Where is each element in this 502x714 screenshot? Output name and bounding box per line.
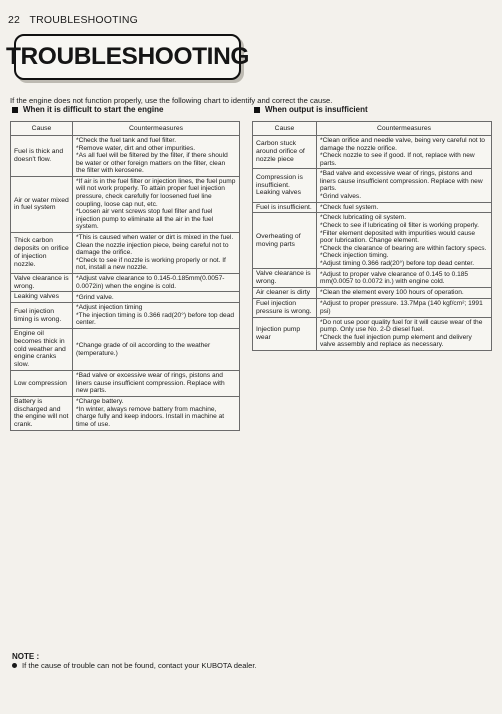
table-row <box>253 298 492 317</box>
table-row <box>11 371 240 397</box>
countermeasure-cell: *Adjust injection timing *The injection timing is 0.366 rad(20°) before top dead center. <box>73 303 240 329</box>
cause-cell: Battery is discharged and the engine will not crank. <box>11 396 73 430</box>
countermeasure-cell: *Bad valve and excessive wear of rings, pistons and liners cause insufficient compression. Replace with new parts. *Grind valves. <box>317 169 492 202</box>
table-row <box>253 288 492 299</box>
difficult-start-table <box>10 121 240 431</box>
table-row <box>11 292 240 303</box>
countermeasure-cell: *Change grade of oil according to the weather (temperature.) <box>73 329 240 371</box>
page-number-line <box>8 14 138 26</box>
insufficient-output-table <box>252 121 492 351</box>
table-row <box>253 213 492 269</box>
table-row <box>11 136 240 177</box>
table-row <box>253 202 492 213</box>
page-title: TROUBLESHOOTING <box>5 43 250 70</box>
cause-cell: Low compression <box>11 371 73 397</box>
countermeasure-cell: *Adjust to proper valve clearance of 0.145 to 0.185 mm(0.0057 to 0.0072 in.) with engine cold. <box>317 269 492 288</box>
bullet-icon <box>12 663 17 668</box>
square-bullet-icon <box>254 107 260 113</box>
countermeasure-cell: *Check lubricating oil system. *Check to see if lubricating oil filter is working properly. *Filter element deposited with impurities would cause poor lubrication. Change element. *Check the clearance of bearing are within factory specs. *Check injection timing. *Adjust timing 0.366 rad(20°) before top dead center. <box>317 213 492 269</box>
note-text: If the cause of trouble can not be found, contact your KUBOTA dealer. <box>22 661 257 670</box>
square-bullet-icon <box>12 107 18 113</box>
section-heading-text: When output is insufficient <box>265 105 368 114</box>
countermeasure-cell: *Check fuel system. <box>317 202 492 213</box>
countermeasure-cell: *Clean orifice and needle valve, being very careful not to damage the nozzle orifice. *Check nozzle to see if good. If not, replace with new parts. <box>317 136 492 169</box>
note <box>12 661 257 670</box>
countermeasure-cell: *Clean the element every 100 hours of operation. <box>317 288 492 299</box>
cause-cell: Valve clearance is wrong. <box>11 273 73 292</box>
cause-cell: Fuel is insufficient. <box>253 202 317 213</box>
table-row <box>11 396 240 430</box>
cause-cell: Leaking valves <box>11 292 73 303</box>
table-row <box>253 317 492 350</box>
table-row <box>11 176 240 232</box>
column-header-cause: Cause <box>253 122 317 136</box>
cause-cell: Overheating of moving parts <box>253 213 317 269</box>
table-row <box>11 273 240 292</box>
countermeasure-cell: *Charge battery. *In winter, always remove battery from machine, charge fully and keep indoors. Install in machine at time of use. <box>73 396 240 430</box>
countermeasure-cell: *Do not use poor quality fuel for it will cause wear of the pump. Only use No. 2-D diesel fuel. *Check the fuel injection pump element and delivery valve assembly and replace as necessary. <box>317 317 492 350</box>
table-row <box>11 232 240 273</box>
table-row <box>11 303 240 329</box>
cause-cell: Air cleaner is dirty <box>253 288 317 299</box>
page-number: 22 <box>8 14 21 26</box>
title-box <box>5 34 250 80</box>
cause-cell: Injection pump wear <box>253 317 317 350</box>
cause-cell: Engine oil becomes thick in cold weather and engine cranks slow. <box>11 329 73 371</box>
section-heading-insufficient-output <box>254 105 368 114</box>
note-label: NOTE : <box>12 652 40 661</box>
cause-cell: Thick carbon deposits on orifice of injection nozzle. <box>11 232 73 273</box>
countermeasure-cell: *This is caused when water or dirt is mixed in the fuel. Clean the nozzle injection piece, being careful not to damage the orifice. *Check to see if nozzle is working properly or not. If not, install a new nozzle. <box>73 232 240 273</box>
countermeasure-cell: *Check the fuel tank and fuel filter. *Remove water, dirt and other impurities. *As all fuel will be filtered by the filter, if there should be water or other foreign matters on the filter, clean the filter with kerosene. <box>73 136 240 177</box>
countermeasure-cell: *Grind valve. <box>73 292 240 303</box>
countermeasure-cell: *Adjust valve clearance to 0.145-0.185mm(0.0057-0.0072in) when the engine is cold. <box>73 273 240 292</box>
cause-cell: Carbon stuck around orifice of nozzle piece <box>253 136 317 169</box>
section-name: TROUBLESHOOTING <box>29 14 139 26</box>
column-header-countermeasures: Countermeasures <box>73 122 240 136</box>
cause-cell: Valve clearance is wrong. <box>253 269 317 288</box>
countermeasure-cell: *Bad valve or excessive wear of rings, pistons and liners cause insufficient compression. Replace with new parts. <box>73 371 240 397</box>
section-heading-difficult-start <box>12 105 163 114</box>
table-row <box>11 329 240 371</box>
cause-cell: Compression is insufficient. Leaking valves <box>253 169 317 202</box>
bleed-through-ghost-text <box>248 40 256 71</box>
column-header-countermeasures: Countermeasures <box>317 122 492 136</box>
table-header-row <box>11 122 240 136</box>
table-row <box>253 169 492 202</box>
cause-cell: Fuel injection pressure is wrong. <box>253 298 317 317</box>
countermeasure-cell: *If air is in the fuel filter or injection lines, the fuel pump will not work properly. To attain proper fuel injection pressure, check carefully for loosened fuel line coupling, loose cap nut, etc. *Loosen air vent screws stop fuel filter and fuel injection pump to eliminate all the air in the fuel system. <box>73 176 240 232</box>
table-row <box>253 136 492 169</box>
column-header-cause: Cause <box>11 122 73 136</box>
cause-cell: Air or water mixed in fuel system <box>11 176 73 232</box>
section-heading-text: When it is difficult to start the engine <box>23 105 164 114</box>
table-row <box>253 269 492 288</box>
countermeasure-cell: *Adjust to proper pressure. 13.7Mpa (140 kgf/cm²; 1991 psi) <box>317 298 492 317</box>
cause-cell: Fuel injection timing is wrong. <box>11 303 73 329</box>
cause-cell: Fuel is thick and doesn't flow. <box>11 136 73 177</box>
table-header-row <box>253 122 492 136</box>
intro-text: If the engine does not function properly, use the following chart to identify and correct the cause. <box>10 96 333 105</box>
